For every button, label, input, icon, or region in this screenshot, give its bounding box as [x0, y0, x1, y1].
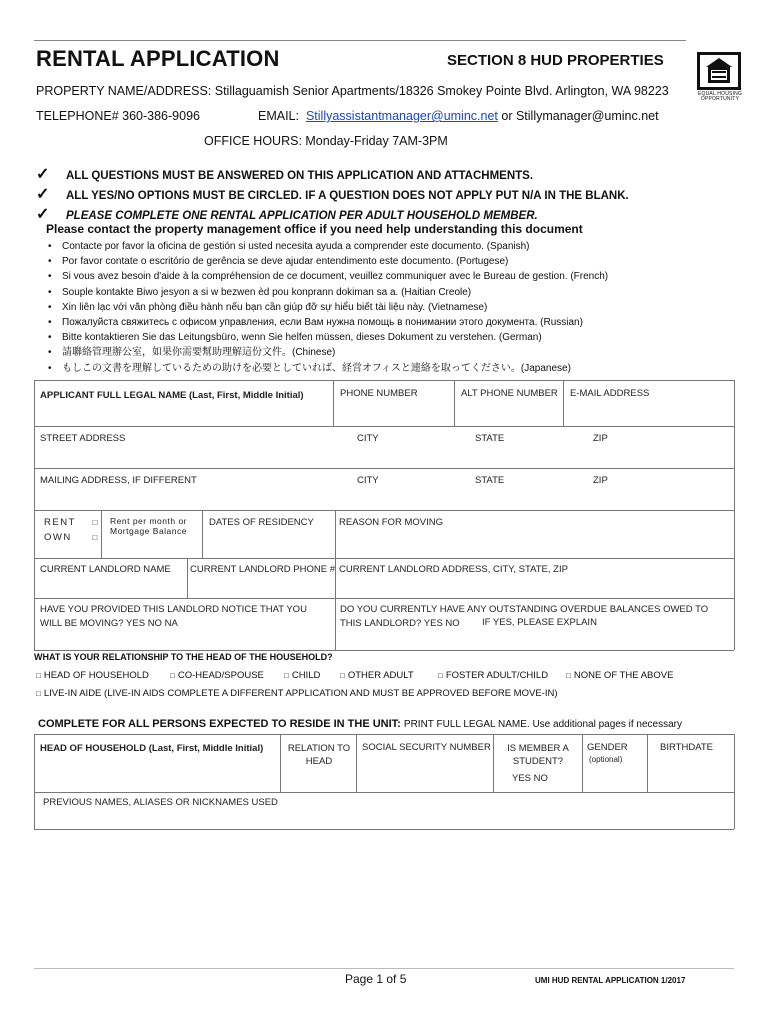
option-other-adult[interactable]: □ OTHER ADULT	[340, 670, 414, 681]
checkbox-icon: □	[36, 671, 41, 680]
birthdate-label: BIRTHDATE	[660, 742, 713, 753]
language-list	[48, 239, 608, 376]
section-title: SECTION 8 HUD PROPERTIES	[447, 52, 664, 69]
explain-label: IF YES, PLEASE EXPLAIN	[482, 617, 597, 628]
mailing-zip-label: ZIP	[593, 475, 608, 486]
checkbox-icon: □	[566, 671, 571, 680]
list-item: • Por favor contate o escritório de gerência se deve ajudar entendimento este documento. (Portugese)	[48, 254, 608, 269]
document-id: UMI HUD RENTAL APPLICATION 1/2017	[535, 976, 686, 985]
head-name-label: HEAD OF HOUSEHOLD (Last, First, Middle Initial)	[40, 743, 264, 754]
instruction-2: ✓ ALL YES/NO OPTIONS MUST BE CIRCLED. IF A QUESTION DOES NOT APPLY PUT N/A IN THE BLANK.	[36, 186, 629, 203]
rent-per-month-label: Rent per month or Mortgage Balance	[110, 516, 188, 536]
list-item: • Contacte por favor la oficina de gestión si usted necesita ayuda a comprender este documento. (Spanish)	[48, 239, 608, 254]
student-label: IS MEMBER A STUDENT?	[507, 743, 569, 767]
gender-optional: (optional)	[589, 755, 623, 764]
logo-caption: EQUAL HOUSING OPPORTUNITY	[697, 91, 743, 102]
page-number: Page 1 of 5	[345, 972, 407, 986]
city-label: CITY	[357, 433, 379, 444]
checkbox-icon: □	[36, 689, 41, 698]
balance-question: DO YOU CURRENTLY HAVE ANY OUTSTANDING OVERDUE BALANCES OWED TO THIS LANDLORD? YES NO	[340, 604, 709, 629]
top-rule	[34, 40, 686, 41]
list-item: • もしこの文書を理解しているための助けを必要としていれば、経営オフィスと連絡を取ってください。(Japanese)	[48, 361, 608, 376]
alt-phone-label: ALT PHONE NUMBER	[461, 388, 558, 399]
mailing-city-label: CITY	[357, 475, 379, 486]
option-none[interactable]: □ NONE OF THE ABOVE	[566, 670, 674, 681]
check-icon: ✓	[36, 186, 50, 203]
own-option[interactable]: OWN □	[44, 532, 99, 543]
checkbox-icon: □	[340, 671, 345, 680]
dates-residency-label: DATES OF RESIDENCY	[209, 517, 314, 528]
checkbox-icon: □	[284, 671, 289, 680]
page-title: RENTAL APPLICATION	[36, 46, 280, 71]
option-child[interactable]: □ CHILD	[284, 670, 321, 681]
list-item: • Si vous avez besoin d'aide à la compréhension de ce document, veuillez communiquer avec le Bureau de gestion. (French)	[48, 269, 608, 284]
check-icon: ✓	[36, 166, 50, 183]
option-foster[interactable]: □ FOSTER ADULT/CHILD	[438, 670, 549, 681]
equal-housing-logo	[697, 52, 743, 102]
mailing-state-label: STATE	[475, 475, 505, 486]
applicant-name-label: APPLICANT FULL LEGAL NAME (Last, First, Middle Initial)	[40, 390, 304, 401]
landlord-address-label: CURRENT LANDLORD ADDRESS, CITY, STATE, ZIP	[339, 564, 568, 575]
household-table	[34, 734, 734, 829]
instruction-1: ✓ ALL QUESTIONS MUST BE ANSWERED ON THIS APPLICATION AND ATTACHMENTS.	[36, 166, 534, 183]
reason-moving-label: REASON FOR MOVING	[339, 517, 443, 528]
notice-question: HAVE YOU PROVIDED THIS LANDLORD NOTICE THAT YOU WILL BE MOVING? YES NO NA	[40, 604, 307, 629]
rent-option[interactable]: RENT □	[44, 517, 99, 528]
relationship-question: WHAT IS YOUR RELATIONSHIP TO THE HEAD OF THE HOUSEHOLD?	[34, 652, 333, 662]
checkbox-icon: □	[170, 671, 175, 680]
state-label: STATE	[475, 433, 505, 444]
gender-label: GENDER	[587, 742, 628, 753]
email-rest: or Stillymanager@uminc.net	[501, 109, 659, 123]
street-label: STREET ADDRESS	[40, 433, 126, 444]
check-icon: ✓	[36, 206, 50, 223]
checkbox-icon: □	[92, 518, 99, 527]
house-icon	[697, 52, 741, 90]
student-yes-no: YES NO	[512, 773, 548, 784]
telephone: TELEPHONE# 360-386-9096	[36, 109, 200, 123]
email-label: EMAIL:	[258, 109, 299, 123]
please-contact: Please contact the property management office if you need help understanding this document	[46, 222, 583, 236]
checkbox-icon: □	[92, 533, 99, 542]
list-item: • Xin liên lạc với văn phòng điều hành nếu bạn cần giúp đỡ sự hiểu biết tài liệu này. (Vietnamese)	[48, 300, 608, 315]
option-cohead[interactable]: □ CO-HEAD/SPOUSE	[170, 670, 264, 681]
previous-names-label: PREVIOUS NAMES, ALIASES OR NICKNAMES USED	[43, 797, 278, 808]
relation-label: RELATION TO HEAD	[287, 743, 351, 767]
checkbox-icon: □	[438, 671, 443, 680]
applicant-form	[34, 380, 734, 650]
ssn-label: SOCIAL SECURITY NUMBER	[362, 742, 491, 753]
property-line: PROPERTY NAME/ADDRESS: Stillaguamish Senior Apartments/18326 Smokey Pointe Blvd. Arlington, WA 98223	[36, 84, 669, 98]
office-hours: OFFICE HOURS: Monday-Friday 7AM-3PM	[204, 134, 448, 148]
option-head[interactable]: □ HEAD OF HOUSEHOLD	[36, 670, 149, 681]
zip-label: ZIP	[593, 433, 608, 444]
footer-rule	[34, 968, 734, 969]
email-address-label: E-MAIL ADDRESS	[570, 388, 650, 399]
email-link[interactable]: Stillyassistantmanager@uminc.net	[305, 109, 498, 123]
list-item: • 請聯絡管理辦公室，如果你需要幫助理解這份文件。(Chinese)	[48, 345, 608, 360]
landlord-phone-label: CURRENT LANDLORD PHONE #	[190, 564, 335, 575]
landlord-name-label: CURRENT LANDLORD NAME	[40, 564, 171, 575]
option-live-in[interactable]: □ LIVE-IN AIDE (LIVE-IN AIDS COMPLETE A DIFFERENT APPLICATION AND MUST BE APPROVED BEFORE MOVE-IN)	[36, 688, 558, 699]
mailing-label: MAILING ADDRESS, IF DIFFERENT	[40, 475, 197, 486]
list-item: • Пожалуйста свяжитесь с офисом управления, если Вам нужна помощь в понимании этого документа. (Russian)	[48, 315, 608, 330]
phone-label: PHONE NUMBER	[340, 388, 418, 399]
list-item: • Souple kontakte Biwo jesyon a si w bezwen èd pou konprann dokiman sa a. (Haitian Creole)	[48, 285, 608, 300]
instruction-3: ✓ PLEASE COMPLETE ONE RENTAL APPLICATION PER ADULT HOUSEHOLD MEMBER.	[36, 206, 538, 223]
household-heading: COMPLETE FOR ALL PERSONS EXPECTED TO RESIDE IN THE UNIT: PRINT FULL LEGAL NAME. Use additional pages if necessary	[38, 718, 682, 730]
email-line	[258, 109, 659, 123]
list-item: • Bitte kontaktieren Sie das Leitungsbüro, wenn Sie helfen müssen, dieses Dokument zu verstehen. (German)	[48, 330, 608, 345]
